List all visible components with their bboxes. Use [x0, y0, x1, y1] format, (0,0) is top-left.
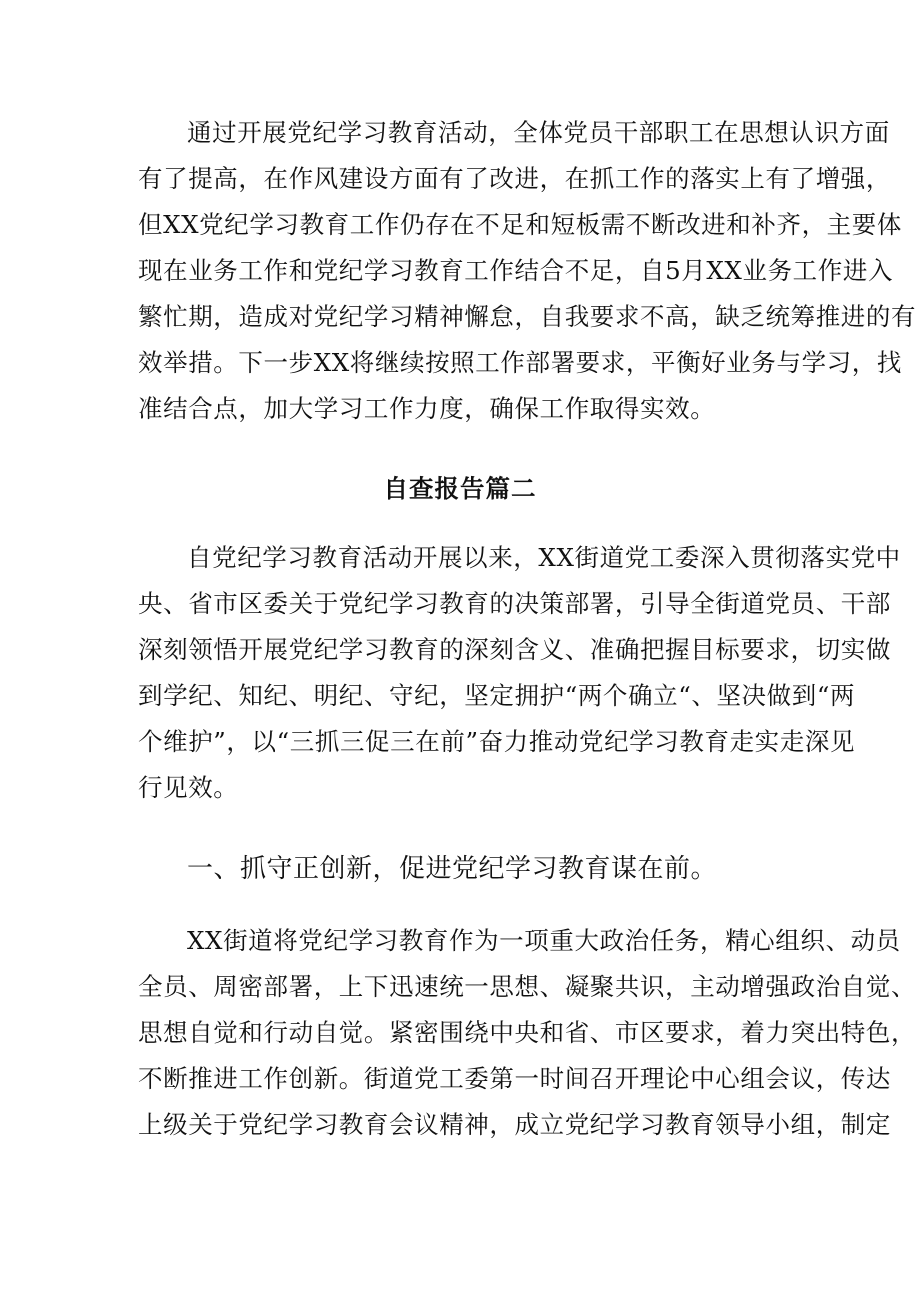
- paragraph-line: 上级关于党纪学习教育会议精神，成立党纪学习教育领导小组，制定: [138, 1110, 891, 1139]
- paragraph-line: 效举措。下一步XX将继续按照工作部署要求，平衡好业务与学习，找: [138, 348, 902, 377]
- section-heading: 一、抓守正创新，促进党纪学习教育谋在前。: [187, 854, 718, 884]
- paragraph-line: 到学纪、知纪、明纪、守纪，坚定拥护“两个确立“、坚决做到“两: [138, 681, 856, 710]
- paragraph-line: 有了提高，在作风建设方面有了改进，在抓工作的落实上有了增强，: [138, 164, 891, 193]
- paragraph-line: 央、省市区委关于党纪学习教育的决策部署，引导全街道党员、干部: [138, 589, 891, 618]
- paragraph-line: 繁忙期，造成对党纪学习精神懈怠，自我要求不高，缺乏统筹推进的有: [138, 302, 917, 331]
- paragraph-line: 深刻领悟开展党纪学习教育的深刻含义、准确把握目标要求，切实做: [138, 635, 891, 664]
- paragraph-line: 行见效。: [138, 773, 239, 802]
- paragraph-1: [138, 110, 917, 432]
- paragraph-line: 个维护”，以“三抓三促三在前”奋力推动党纪学习教育走实走深见: [138, 727, 856, 756]
- paragraph-line: 准结合点，加大学习工作力度，确保工作取得实效。: [138, 394, 716, 423]
- paragraph-line: 自党纪学习教育活动开展以来，XX街道党工委深入贯彻落实党中: [187, 543, 901, 572]
- paragraph-line: 思想自觉和行动自觉。紧密围绕中央和省、市区要求，着力突出特色，: [138, 1018, 917, 1047]
- paragraph-line: 现在业务工作和党纪学习教育工作结合不足，自5月XX业务工作进入: [138, 256, 894, 285]
- paragraph-line: XX街道将党纪学习教育作为一项重大政治任务，精心组织、动员: [187, 926, 901, 955]
- paragraph-line: 但XX党纪学习教育工作仍存在不足和短板需不断改进和补齐，主要体: [138, 210, 902, 239]
- paragraph-3: [138, 918, 917, 1148]
- paragraph-line: 全员、周密部署，上下迅速统一思想、凝聚共识，主动增强政治自觉、: [138, 972, 917, 1001]
- paragraph-2: [138, 535, 901, 811]
- paragraph-line: 通过开展党纪学习教育活动，全体党员干部职工在思想认识方面: [187, 118, 890, 147]
- paragraph-line: 不断推进工作创新。街道党工委第一时间召开理论中心组会议，传达: [138, 1064, 891, 1093]
- section-title: 自查报告篇二: [383, 474, 537, 503]
